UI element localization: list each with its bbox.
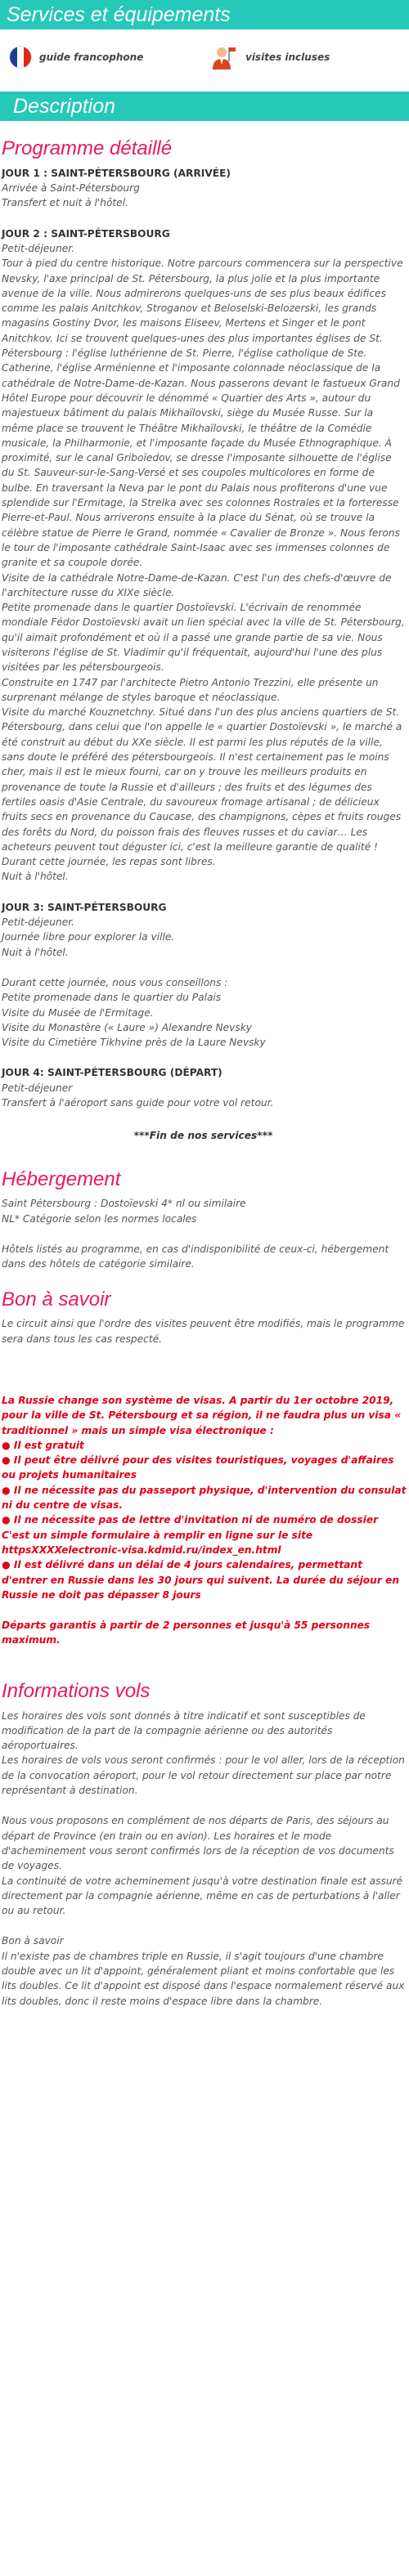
hebergement-title: Hébergement bbox=[2, 1167, 121, 1190]
bon-a-savoir-title: Bon à savoir bbox=[2, 1288, 111, 1310]
end-of-services: ***Fin de nos services*** bbox=[133, 1130, 273, 1142]
services-banner: Services et équipements bbox=[0, 0, 409, 29]
day-line: Visite de la cathédrale Notre-Dame-de-Kazan. C'est l'un des chefs-d'œuvre de l'architecture russe du XIXe siècle. bbox=[2, 571, 392, 598]
day-extra: Petite promenade dans le quartier du Palais bbox=[2, 992, 222, 1004]
hebergement-section bbox=[2, 1196, 407, 1271]
day-3 bbox=[2, 900, 407, 1051]
visa-line: ● Il ne nécessite pas de lettre d'invitation ni de numéro de dossier bbox=[2, 1514, 379, 1526]
hebergement-line: NL* Catégorie selon les normes locales bbox=[2, 1212, 197, 1225]
day-line: Tour à pied du centre historique. Notre parcours commencera sur la perspective Nevsky, l'axe principal de St. Pétersbourg, la plus jolie et la plus importante avenue de la ville. Nous admirerons quelques-uns de ses plus beaux édifices comme les palais Anitchkov, Stroganov et Beloselski-Belozerski, les grands magasins Gostiny Dvor, les maisons Eliseev, Mertens et Singer et le pont Anitchkov. Ici se trouvent quelques-unes des plus importantes églises de St. Pétersbourg : l'église luthérienne de St. Pierre, l'église catholique de Ste. Catherine, l'église Arménienne et l'imposante colonnade néoclassique de la cathédrale de Notre-Dame-de-Kazan. Nous passerons devant le fastueux Grand Hôtel Europe pour découvrir le dénommé « Quartier des Arts », autour du majestueux bâtiment du palais Mikhaïlovski, siège du Musée Russe. Sur la même place se trouvent le Théâtre Mikhaïlovski, le théâtre de la Comédie musicale, la Philharmonie, et l'imposante façade du Musée Ethnographique. À proximité, sur le canal Griboïedov, se dresse l'imposante silhouette de l'église du St. Sauveur-sur-le-Sang-Versé et ses coupoles multicolores en forme de bulbe. En traversant la Neva par le pont du Palais nous profiterons d'une vue splendide sur l'Ermitage, la Strelka avec ses colonnes Rostrales et la forteresse Pierre-et-Paul. Nous arriverons ensuite à la place du Sénat, où se trouve la célèbre statue de Pierre le Grand, nommée « Cavalier de Bronze ». Nous ferons le tour de l'imposante cathédrale Saint-Isaac avec ses immenses colonnes de granite et sa coupole dorée. bbox=[2, 258, 403, 569]
day-line: Petit-déjeuner bbox=[2, 1082, 73, 1094]
vols-paragraph: Nous vous proposons en complément de nos départs de Paris, des séjours au départ de Province (en train ou en avion). Les horaires et le mode d'acheminement vous seront confirmés lors de la réception de vos documents de voyages. bbox=[2, 1815, 394, 1872]
day-line: Transfert à l'aéroport sans guide pour votre vol retour. bbox=[2, 1097, 274, 1109]
day-4 bbox=[2, 1065, 407, 1110]
service-label: guide francophone bbox=[39, 52, 144, 63]
visa-line: C'est un simple formulaire à remplir en ligne sur le site httpsXXXXelectronic-visa.kdmid.ru/index_en.html bbox=[2, 1529, 313, 1556]
service-label: visites incluses bbox=[245, 52, 330, 63]
service-guide-francophone bbox=[10, 47, 209, 68]
bon-a-savoir-section bbox=[2, 1316, 407, 1647]
day-line: Nuit à l'hôtel. bbox=[2, 871, 69, 883]
day-title: JOUR 4: SAINT-PÉTERSBOURG (DÉPART) bbox=[2, 1067, 222, 1079]
day-title: JOUR 2 : SAINT-PÉTERSBOURG bbox=[2, 227, 170, 240]
vols-paragraph: Les horaires de vols vous seront confirmés : pour le vol aller, lors de la réception de la convocation aéroport, pour le vol retour directement sur place par notre représentant à destination. bbox=[2, 1754, 405, 1797]
day-line: Nuit à l'hôtel. bbox=[2, 946, 69, 958]
visa-line: ● Il peut être délivré pour des visites touristiques, voyages d'affaires ou projets humanitaires bbox=[2, 1454, 394, 1481]
day-line: Transfert et nuit à l'hôtel. bbox=[2, 197, 128, 209]
day-1 bbox=[2, 166, 407, 211]
day-line: Arrivée à Saint-Pétersbourg bbox=[2, 182, 140, 195]
visa-line: ● Il est délivré dans un délai de 4 jours calendaires, permettant d'entrer en Russie dans les 30 jours qui suivent. La durée du séjour en Russie ne doit pas dépasser 8 jours bbox=[2, 1559, 400, 1601]
day-2 bbox=[2, 226, 407, 885]
day-title: JOUR 3: SAINT-PÉTERSBOURG bbox=[2, 901, 167, 913]
french-flag-icon bbox=[10, 47, 31, 68]
day-line: Petit-déjeuner. bbox=[2, 242, 75, 254]
departs-garantis: Départs garantis à partir de 2 personnes et jusqu'à 55 personnes maximum. bbox=[2, 1620, 371, 1646]
day-title: JOUR 1 : SAINT-PÉTERSBOURG (ARRIVÉE) bbox=[2, 167, 231, 179]
day-line: Petit-déjeuner. bbox=[2, 916, 75, 929]
day-extra: Visite du Cimetière Tikhvine près de la Laure Nevsky bbox=[2, 1037, 266, 1049]
service-visites-incluses bbox=[209, 45, 409, 69]
day-line: Journée libre pour explorer la ville. bbox=[2, 931, 175, 943]
day-line: Visite du marché Kouznetchny. Situé dans l'un des plus anciens quartiers de St. Pétersbourg, dans celui que l'on appelle le « quartier Dostoïevski », le marché a été construit au début du XXe siècle. Il est parmi les plus réputés de la ville, sans doute le préféré des pétersbourgeois. Il n'est certainement pas le moins cher, mais il est le mieux fourni, car on y trouve les meilleurs produits en provenance de toute la Russie et d'ailleurs ; des fruits et des légumes des fertiles oasis d'Asie Centrale, du savoureux fromage artisanal ; de délicieux fruits secs en provenance du Caucase, des champignons, cèpes et fruits rouges des forêts du Nord, du poisson frais des fleuves russes et du caviar… Les acheteurs peuvent tout déguster ici, c'est la meilleure garantie de qualité ! bbox=[2, 706, 402, 853]
day-extra: Visite du Musée de l'Ermitage. bbox=[2, 1006, 154, 1019]
day-line: Construite en 1747 par l'architecte Pietro Antonio Trezzini, elle présente un surprenant mélange de styles baroque et néoclassique. bbox=[2, 676, 379, 703]
informations-vols-title: Informations vols bbox=[2, 1679, 151, 1702]
day-line: Durant cette journée, les repas sont libres. bbox=[2, 856, 216, 868]
day-line: Petite promenade dans le quartier Dostoïevski. L'écrivain de renommée mondiale Fédor Dostoïevski avait un lien spécial avec la ville de St. Pétersbourg, qu'il aimait profondément et où il a passé une grande partie de sa vie. Nous visiterons l'église de St. Vladimir qu'il fréquentait, aujourd'hui l'une des plus visitées par les pétersbourgeois. bbox=[2, 602, 405, 674]
day-extra: Visite du Monastère (« Laure ») Alexandre Nevsky bbox=[2, 1021, 252, 1033]
visa-line: ● Il est gratuit bbox=[2, 1439, 84, 1451]
vols-paragraph: Les horaires des vols sont donnés à titre indicatif et sont susceptibles de modification de la part de la compagnie aérienne ou des autorités aéroportuaires. bbox=[2, 1709, 366, 1752]
vols-paragraph: La continuité de votre acheminement jusqu'à votre destination finale est assuré directement par la compagnie aérienne, même en cas de perturbations à l'aller ou au retour. bbox=[2, 1875, 403, 1917]
content bbox=[0, 137, 409, 2009]
services-list bbox=[0, 29, 409, 85]
vols-bon-text: Il n'existe pas de chambres triple en Russie, il s'agit toujours d'une chambre double avec un lit d'appoint, généralement pliant et moins confortable que les lits doubles. Ce lit d'appoint est disposé dans l'espace normalement réservé aux lits doubles, donc il reste moins d'espace libre dans la chambre. bbox=[2, 1950, 405, 2007]
bon-a-savoir-intro: Le circuit ainsi que l'ordre des visites peuvent être modifiés, mais le programme sera dans tous les cas respecté. bbox=[2, 1318, 405, 1345]
visa-line: La Russie change son système de visas. A partir du 1er octobre 2019, pour la ville de St. Pétersbourg et sa région, il ne faudra plus un visa « traditionnel » mais un simple visa électronique : bbox=[2, 1394, 402, 1436]
programme-title: Programme détaillé bbox=[2, 137, 173, 159]
visa-line: ● Il ne nécessite pas du passeport physique, d'intervention du consulat ni du centre de visas. bbox=[2, 1484, 407, 1512]
day-extra: Durant cette journée, nous vous conseillons : bbox=[2, 976, 228, 988]
description-banner: Description bbox=[0, 92, 409, 121]
informations-vols-section bbox=[2, 1709, 407, 2009]
visa-notice bbox=[2, 1393, 407, 1648]
guide-person-icon bbox=[209, 45, 237, 69]
vols-bon-title: Bon à savoir bbox=[2, 1935, 64, 1947]
hebergement-note: Hôtels listés au programme, en cas d'indisponibilité de ceux-ci, hébergement dans des hôtels de catégorie similaire. bbox=[2, 1243, 389, 1270]
hebergement-line: Saint Pétersbourg : Dostoïevski 4* nl ou similaire bbox=[2, 1198, 246, 1210]
